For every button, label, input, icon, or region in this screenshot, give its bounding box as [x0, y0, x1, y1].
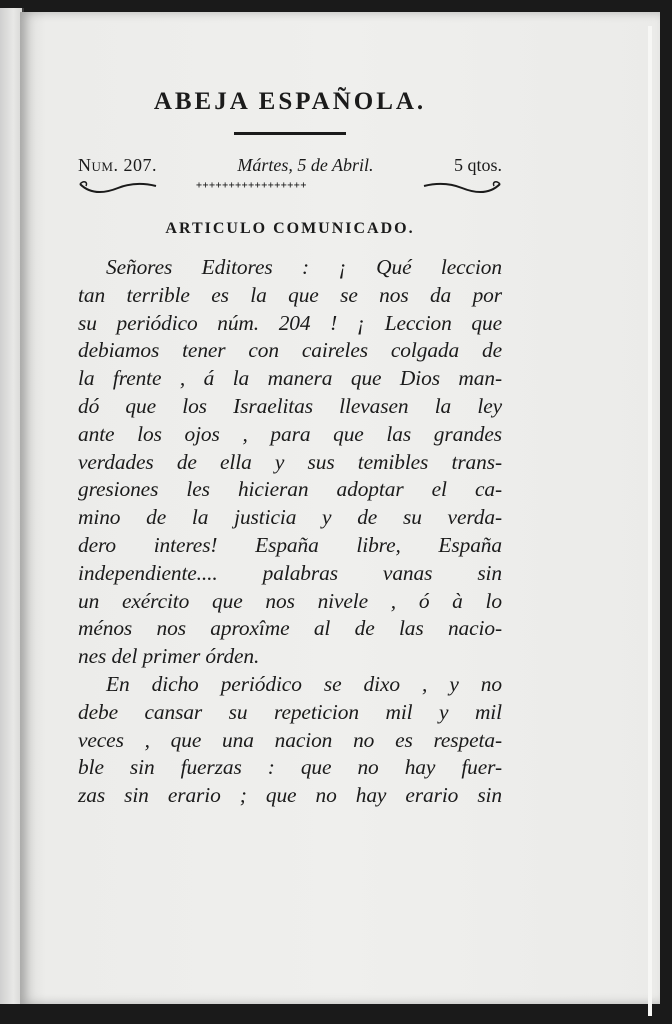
text-line: la frente , á la manera que Dios man- — [78, 366, 502, 391]
text-line: zas sin erario ; que no hay erario sin — [78, 783, 502, 808]
text-line: un exército que nos nivele , ó à lo — [78, 588, 502, 613]
swash-ornament-icon — [78, 178, 158, 196]
text-line: ble sin fuerzas : que no hay fuer- — [78, 755, 502, 780]
article-body — [78, 254, 502, 810]
issue-info-row — [78, 155, 502, 176]
text-line: debe cansar su repeticion mil y mil — [78, 699, 502, 724]
text-line: dó que los Israelitas llevasen la ley — [78, 393, 502, 418]
text-line: mino de la justicia y de su verda- — [78, 505, 502, 530]
newspaper-content — [78, 80, 502, 810]
masthead-title: ABEJA ESPAÑOLA. — [153, 88, 427, 115]
issue-number: Num. 207. — [78, 155, 157, 175]
text-line: ante los ojos , para que las grandes — [78, 421, 502, 446]
text-line: gresiones les hicieran adoptar el ca- — [78, 477, 502, 502]
text-line: veces , que una nacion no es respeta- — [78, 727, 502, 752]
text-line: dero interes! España libre, España — [78, 532, 502, 557]
page-edge — [648, 26, 652, 1016]
issue-date: Mártes, 5 de Abril. — [237, 155, 374, 175]
text-line: debiamos tener con caireles colgada de — [78, 338, 502, 363]
text-line: independiente.... palabras vanas sin — [78, 560, 502, 585]
article-heading: ARTICULO COMUNICADO. — [165, 220, 415, 237]
text-line: su periódico núm. 204 ! ¡ Leccion que — [78, 310, 502, 335]
swash-ornament-icon — [422, 178, 502, 196]
issue-price: 5 qtos. — [453, 155, 502, 175]
text-line: verdades de ella y sus temibles trans- — [78, 449, 502, 474]
ornament-row — [78, 178, 502, 196]
text-line: ménos nos aproxîme al de las nacio- — [78, 616, 502, 641]
text-line: Señores Editores : ¡ Qué leccion — [106, 255, 502, 279]
masthead-rule — [234, 132, 346, 135]
cross-ornament: +++++++++++++++++ — [196, 180, 307, 191]
text-line: nes del primer órden. — [78, 644, 260, 669]
text-line: En dicho periódico se dixo , y no — [106, 671, 502, 696]
text-line: tan terrible es la que se nos da por — [78, 282, 502, 307]
